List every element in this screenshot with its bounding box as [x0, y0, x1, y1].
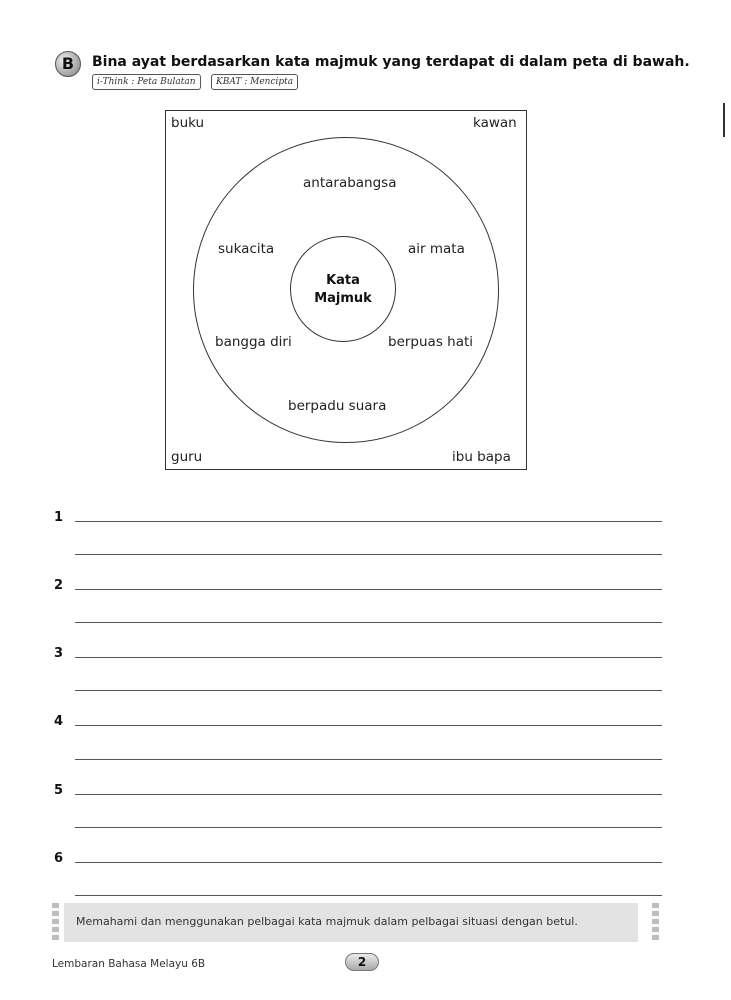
ithink-tag: i-Think : Peta Bulatan [92, 74, 201, 90]
answer-number: 1 [54, 510, 64, 525]
answer-line[interactable] [75, 622, 662, 623]
page-edge-mark [723, 103, 725, 137]
circle-word: antarabangsa [303, 175, 397, 191]
objective-stripe-right [652, 903, 659, 942]
answer-line[interactable] [75, 794, 662, 795]
frame-word: kawan [473, 115, 517, 131]
answer-line[interactable] [75, 827, 662, 828]
objective-stripe-left [52, 903, 59, 942]
learning-objective-text: Memahami dan menggunakan pelbagai kata majmuk dalam pelbagai situasi dengan betul. [76, 915, 578, 928]
section-badge: B [55, 51, 81, 77]
answer-line[interactable] [75, 521, 662, 522]
circle-word: berpadu suara [288, 398, 387, 414]
book-title: Lembaran Bahasa Melayu 6B [52, 958, 206, 970]
circle-word: berpuas hati [388, 334, 474, 350]
circle-word: air mata [408, 241, 465, 257]
answer-number: 3 [54, 646, 64, 661]
circle-word: sukacita [218, 241, 275, 257]
answer-line[interactable] [75, 862, 662, 863]
answer-number: 4 [54, 714, 64, 729]
answer-line[interactable] [75, 657, 662, 658]
answer-line[interactable] [75, 589, 662, 590]
answer-line[interactable] [75, 554, 662, 555]
answer-line[interactable] [75, 690, 662, 691]
frame-word: buku [171, 115, 205, 131]
answer-line[interactable] [75, 895, 662, 896]
circle-word: bangga diri [215, 334, 292, 350]
kbat-tag: KBAT : Mencipta [211, 74, 298, 90]
page-number: 2 [345, 953, 379, 971]
center-topic [290, 272, 396, 308]
instruction-text: Bina ayat berdasarkan kata majmuk yang terdapat di dalam peta di bawah. [92, 54, 690, 70]
answer-number: 6 [54, 851, 64, 866]
answer-number: 5 [54, 783, 64, 798]
frame-word: ibu bapa [452, 449, 511, 465]
center-topic-line-2: Majmuk [314, 291, 372, 306]
answer-number: 2 [54, 578, 64, 593]
center-topic-line-1: Kata [326, 273, 360, 288]
answer-line[interactable] [75, 725, 662, 726]
frame-word: guru [171, 449, 203, 465]
answer-line[interactable] [75, 759, 662, 760]
